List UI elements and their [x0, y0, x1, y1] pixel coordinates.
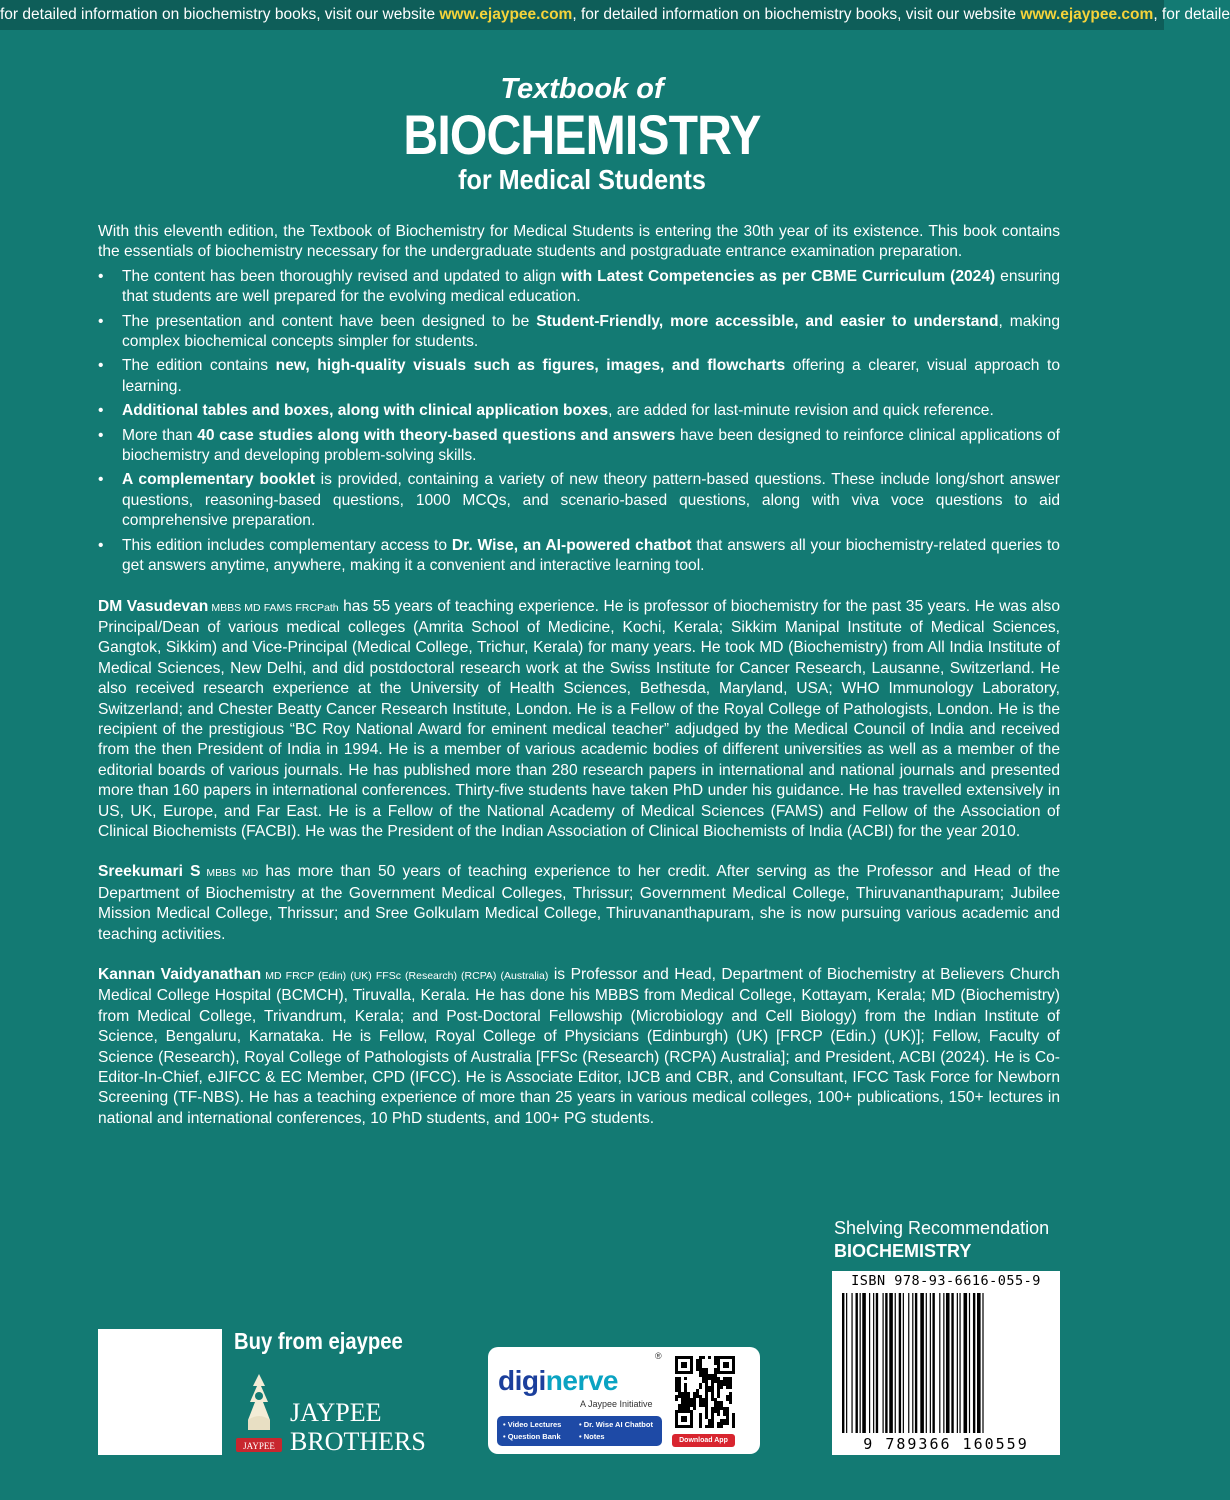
buy-from-ejaypee[interactable]: Buy from ejaypee	[234, 1328, 403, 1354]
book-title	[0, 72, 1164, 196]
banner-text-1: for detailed information on biochemistry books, visit our website	[0, 6, 440, 23]
price-sticker-area	[98, 1329, 222, 1455]
top-banner	[0, 0, 1230, 30]
jaypee-emblem-icon	[234, 1370, 284, 1454]
diginerve-card[interactable]	[488, 1347, 760, 1454]
title-line-biochemistry: BIOCHEMISTRY	[403, 103, 761, 166]
feature-item: • The edition contains new, high-quality visuals such as figures, images, and flowcharts offering a clearer, visual approach to learning.	[98, 357, 1060, 395]
download-app-button[interactable]: Download App	[672, 1434, 735, 1447]
qr-code-icon[interactable]	[673, 1354, 737, 1430]
diginerve-features	[497, 1416, 662, 1446]
registered-mark: ®	[655, 1351, 662, 1361]
shelving-recommendation	[834, 1216, 1060, 1262]
feature-list	[98, 267, 1060, 577]
author-bio-vaidyanathan: Kannan Vaidyanathan MD FRCP (Edin) (UK) FFSc (Research) (RCPA) (Australia) is Professor and Head, Department of Biochemistry at Believers Church Medical College Hospital (BCMCH), Tiruvalla, Kerala. He has done his MBBS from Medical College, Kottayam, Kerala; MD (Biochemistry) from Medical College, Trivandrum, Kerala; and Post-Doctoral Fellowship (Microbiology and Cell Biology) from the Indian Institute of Science, Bengaluru, Karnataka. He is Fellow, Royal College of Physicians (Edinburgh) (UK) [FRCP (Edin.) (UK)]; Fellow, Faculty of Science (Research), Royal College of Pathologists of Australia [FFSc (Research) (RCPA) Australia]; and President, ACBI (2024). He is Co-Editor-In-Chief, eJIFCC & EC Member, CPD (IFCC). He is Associate Editor, IJCB and CBR, and Consultant, IFCC Task Force for Newborn Screening (TF-NBS). He has a teaching experience of more than 25 years in various medical colleges, 100+ publications, 150+ lectures in national and international conferences, 10 PhD students, and 100+ PG students.	[98, 966, 1060, 1127]
author-bio-vasudevan: DM Vasudevan MBBS MD FAMS FRCPath has 55 years of teaching experience. He is professor of biochemistry for the past 35 years. He was also Principal/Dean of various medical colleges (Amrita School of Medicine, Kochi, Kerala; Sikkim Manipal Institute of Medical Sciences, Gangtok, Sikkim) and Vice-Principal (Medical College, Trichur, Kerala) for many years. He took MD (Biochemistry) from All India Institute of Medical Sciences, New Delhi, and did postdoctoral research work at the Swiss Institute for Cancer Research, Lausanne, Switzerland. He also received research experience at the University of Health Sciences, Bethesda, Maryland, USA; WHO Immunology Laboratory, Switzerland; and Chester Beatty Cancer Research Institute, London. He is a Fellow of the Royal College of Pathologists, London. He is the recipient of the prestigious “BC Roy National Award for eminent medical teacher” adjudged by the Medical Council of India and received from the then President of India in 1994. He is a member of various academic bodies of different universities as well as a member of the editorial boards of various journals. He has published more than 280 research papers in international and national journals and presented more than 160 papers in international conferences. Thirty-five students have taken PhD under his guidance. He has travelled extensively in US, UK, Europe, and Far East. He is a Fellow of the National Academy of Medical Sciences (FAMS) and Fellow of the Association of Clinical Biochemists (FACBI). He was the President of the Indian Association of Clinical Biochemists of India (ACBI) for the year 2010.	[98, 597, 1060, 840]
shelving-subject: BIOCHEMISTRY	[834, 1241, 972, 1261]
banner-text-3: , for detaile	[1153, 6, 1230, 23]
bullet-icon: •	[98, 357, 104, 375]
banner-text-2: , for detailed information on biochemistry books, visit our website	[572, 6, 1021, 23]
isbn-text: ISBN 978-93-6616-055-9	[851, 1273, 1041, 1289]
author-name: Sreekumari S	[98, 863, 201, 881]
feature-item: • Additional tables and boxes, along with clinical application boxes, are added for last-minute revision and quick reference.	[98, 401, 1060, 421]
diginerve-logo: diginerve	[498, 1365, 618, 1396]
feature-question-bank: • Question Bank	[503, 1432, 561, 1441]
author-bio-sreekumari: Sreekumari S MBBS MD has more than 50 years of teaching experience to her credit. After serving as the Professor and Head of the Department of Biochemistry at the Government Medical Colleges, Thrissur; Government Medical College, Thiruvananthapuram; Jubilee Mission Medical College, Thrissur; and Sree Golkulam Medical College, Thiruvananthapuram, she is now pursuing various academic and teaching activities.	[98, 863, 1061, 943]
feature-ai-chatbot: • Dr. Wise AI Chatbot	[579, 1420, 653, 1429]
bullet-icon: •	[98, 471, 104, 489]
feature-item: • The content has been thoroughly revised and updated to align with Latest Competencies as per CBME Curriculum (2024) ensuring that students are well prepared for the evolving medical education.	[98, 267, 1060, 306]
jaypee-emblem-text: JAYPEE	[243, 1441, 275, 1451]
isbn-barcode	[832, 1271, 1060, 1455]
diginerve-tagline: A Jaypee Initiative	[580, 1399, 653, 1409]
shelving-label: Shelving Recommendation	[834, 1218, 1050, 1238]
author-name: Kannan Vaidyanathan	[98, 966, 262, 983]
author-credentials: MBBS MD	[200, 867, 259, 880]
back-cover-text	[98, 222, 1060, 1129]
publisher-name: JAYPEE BROTHERS	[290, 1398, 426, 1456]
feature-item: • More than 40 case studies along with theory-based questions and answers have been designed to reinforce clinical applications of biochemistry and developing problem-solving skills.	[98, 426, 1061, 465]
bullet-icon: •	[98, 426, 104, 444]
bullet-icon: •	[98, 267, 104, 285]
bullet-icon: •	[98, 536, 104, 554]
title-line-textbook-of: Textbook of	[500, 73, 664, 105]
feature-item: • A complementary booklet is provided, containing a variety of new theory pattern-based questions. These include long/short answer questions, reasoning-based questions, 1000 MCQs, and scenario-based questions, along with viva voce questions to aid comprehensive preparation.	[98, 471, 1061, 530]
feature-item: • This edition includes complementary access to Dr. Wise, an AI-powered chatbot that answers all your biochemistry-related queries to get answers anytime, anywhere, making it a convenient and interactive learning tool.	[98, 536, 1060, 575]
title-line-for-medical-students: for Medical Students	[458, 164, 706, 195]
feature-item: • The presentation and content have been designed to be Student-Friendly, more accessible, and easier to understand, making complex biochemical concepts simpler for students.	[98, 312, 1060, 351]
author-credentials: MD FRCP (Edin) (UK) FFSc (Research) (RCPA) (Australia)	[261, 970, 549, 982]
author-credentials: MBBS MD FAMS FRCPath	[208, 601, 339, 614]
author-name: DM Vasudevan	[98, 597, 209, 615]
intro-paragraph: With this eleventh edition, the Textbook of Biochemistry for Medical Students is entering the 30th year of its existence. This book contains the essentials of biochemistry necessary for the undergraduate students and postgraduate entrance examination preparation.	[98, 223, 1060, 261]
bullet-icon: •	[98, 402, 104, 420]
website-link-2[interactable]: www.ejaypee.com	[1020, 6, 1154, 23]
feature-notes: • Notes	[579, 1432, 605, 1441]
feature-video-lectures: • Video Lectures	[503, 1420, 562, 1429]
website-link-1[interactable]: www.ejaypee.com	[439, 6, 573, 23]
bullet-icon: •	[98, 312, 104, 330]
barcode-digits: 9 789366 160559	[863, 1435, 1029, 1453]
barcode-bars-icon	[840, 1293, 1052, 1433]
